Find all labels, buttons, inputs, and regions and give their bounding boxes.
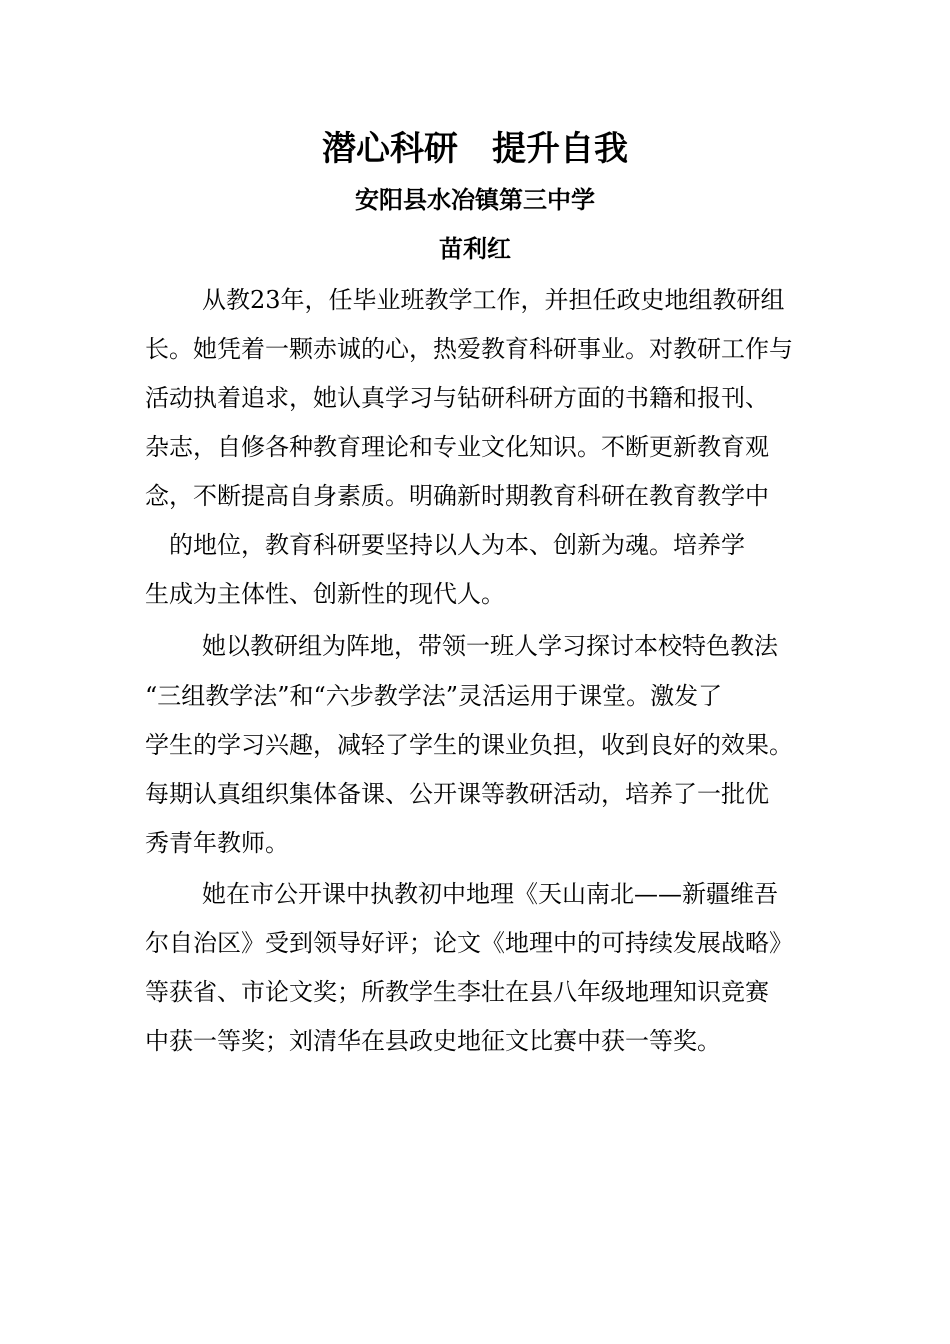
paragraph-line: 从教23年，任毕业班教学工作，并担任政史地组教研组 [202, 286, 785, 314]
document-title: 潜心科研 提升自我 [322, 129, 628, 169]
paragraph-line: 中获一等奖；刘清华在县政史地征文比赛中获一等奖。 [145, 1027, 721, 1055]
paragraph-line: 等获省、市论文奖；所教学生李壮在县八年级地理知识竞赛 [145, 978, 769, 1006]
paragraph-line: 秀青年教师。 [145, 829, 289, 857]
paragraph-line: 念，不断提高自身素质。明确新时期教育科研在教育教学中 [145, 482, 769, 510]
paragraph-line: 尔自治区》受到领导好评；论文《地理中的可持续发展战略》 [145, 929, 793, 957]
paragraph-line: 长。她凭着一颗赤诚的心，热爱教育科研事业。对教研工作与 [145, 335, 793, 363]
paragraph-line: 活动执着追求，她认真学习与钻研科研方面的书籍和报刊、 [145, 384, 769, 412]
paragraph-line: 的地位，教育科研要坚持以人为本、创新为魂。培养学 [169, 531, 745, 559]
paragraph-line: 生成为主体性、创新性的现代人。 [145, 580, 505, 608]
paragraph-line: 她在市公开课中执教初中地理《天山南北——新疆维吾 [202, 880, 778, 908]
paragraph-line: 学生的学习兴趣，减轻了学生的课业负担，收到良好的效果。 [145, 731, 793, 759]
school-name: 安阳县水冶镇第三中学 [355, 186, 595, 214]
paragraph-line: 每期认真组织集体备课、公开课等教研活动，培养了一批优 [145, 780, 769, 808]
paragraph-line: 她以教研组为阵地，带领一班人学习探讨本校特色教法 [202, 632, 778, 660]
paragraph-line: 杂志，自修各种教育理论和专业文化知识。不断更新教育观 [145, 433, 769, 461]
author-name: 苗利红 [439, 235, 511, 263]
paragraph-line: “三组教学法”和“六步教学法”灵活运用于课堂。激发了 [145, 682, 723, 710]
